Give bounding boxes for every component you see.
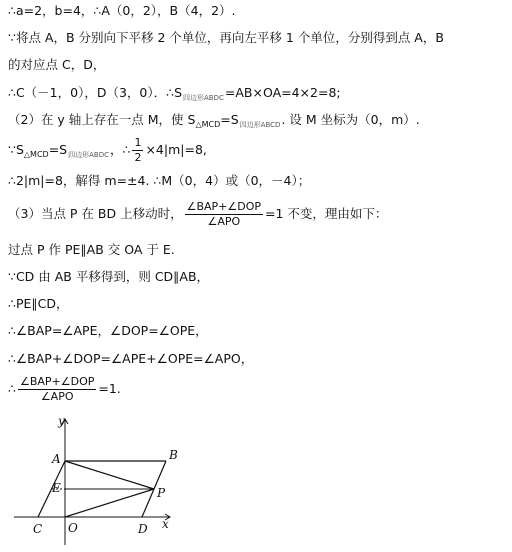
segment-OP bbox=[65, 489, 154, 517]
line-1 bbox=[8, 2, 236, 20]
label-B: B bbox=[169, 448, 178, 462]
line-5 bbox=[8, 111, 420, 134]
line-3 bbox=[8, 56, 105, 74]
line-6-fraction-numerator: 1 bbox=[134, 136, 142, 149]
line-10-text: ∵CD 由 AB 平移得到，则 CD∥AB， bbox=[8, 269, 210, 284]
line-5-small-label: 四边形ABCD bbox=[239, 121, 281, 129]
line-5-part-c: . 设 M 坐标为（0，m）. bbox=[281, 112, 420, 127]
line-14-fraction-numerator: ∠BAP+∠DOP bbox=[19, 375, 95, 388]
label-E: E bbox=[52, 481, 61, 495]
line-8-fraction-numerator: ∠BAP+∠DOP bbox=[186, 200, 261, 213]
line-3-text: 的对应点 C，D， bbox=[8, 57, 106, 72]
line-6-part-d: ×4|m|=8, bbox=[145, 142, 207, 157]
line-5-part-b: =S bbox=[220, 112, 239, 127]
line-9 bbox=[8, 241, 175, 259]
line-14-fraction bbox=[18, 375, 96, 404]
line-8-fraction-denominator: ∠APO bbox=[207, 215, 241, 228]
line-5-part-a: （2）在 y 轴上存在一点 M，使 S bbox=[8, 112, 196, 127]
line-8-part-b: =1 不变，理由如下： bbox=[265, 206, 388, 221]
line-13-text: ∴∠BAP+∠DOP=∠APE+∠OPE=∠APO， bbox=[8, 351, 254, 366]
line-12 bbox=[8, 322, 208, 340]
line-11-text: ∴PE∥CD， bbox=[8, 296, 69, 311]
label-D: D bbox=[138, 522, 148, 536]
label-O: O bbox=[68, 521, 78, 535]
line-6-small-label: 四边形ABDC bbox=[68, 151, 109, 159]
line-7 bbox=[8, 172, 310, 190]
line-4-part-b: =AB×OA=4×2=8; bbox=[224, 85, 341, 100]
line-5-subscript: △MCD bbox=[195, 120, 221, 129]
line-9-text: 过点 P 作 PE∥AB 交 OA 于 E. bbox=[8, 242, 175, 257]
line-7-text: ∴2|m|=8，解得 m=±4. ∴M（0，4）或（0，－4）； bbox=[8, 173, 311, 188]
label-A: A bbox=[52, 452, 61, 466]
line-10 bbox=[8, 268, 209, 286]
line-14 bbox=[8, 375, 121, 404]
line-4-small-label: 四边形ABDC bbox=[183, 94, 224, 102]
line-8-fraction bbox=[185, 200, 263, 229]
line-2-text: ∵将点 A，B 分别向下平移 2 个单位，再向左平移 1 个单位，分别得到点 A，B bbox=[8, 30, 444, 45]
line-4 bbox=[8, 84, 341, 107]
line-14-part-a: ∴ bbox=[8, 381, 16, 396]
line-6-fraction-denominator: 2 bbox=[134, 151, 142, 164]
line-14-part-b: =1. bbox=[98, 381, 121, 396]
line-13 bbox=[8, 350, 253, 368]
line-11 bbox=[8, 295, 69, 313]
label-y: y bbox=[58, 414, 65, 428]
line-6-part-b: =S bbox=[48, 142, 68, 157]
line-6-fraction bbox=[132, 136, 143, 165]
label-P: P bbox=[157, 486, 166, 500]
label-C: C bbox=[33, 522, 43, 536]
line-6-part-c: ，∴ bbox=[110, 142, 131, 157]
geometry-figure bbox=[8, 413, 178, 548]
line-1-text: ∴a=2，b=4，∴A（0，2），B（4，2）. bbox=[8, 3, 236, 18]
line-6-subscript: △MCD bbox=[23, 150, 49, 159]
line-8-part-a: （3）当点 P 在 BD 上移动时， bbox=[8, 206, 183, 221]
segment-AP bbox=[65, 461, 154, 489]
line-6-part-a: ∵S bbox=[8, 142, 24, 157]
line-4-part-a: ∴C（－1，0），D（3，0）．∴S bbox=[8, 85, 183, 100]
label-x: x bbox=[162, 517, 169, 531]
line-2 bbox=[8, 29, 444, 47]
line-12-text: ∴∠BAP=∠APE，∠DOP=∠OPE， bbox=[8, 323, 208, 338]
line-6 bbox=[8, 136, 207, 165]
line-8 bbox=[8, 200, 387, 229]
line-14-fraction-denominator: ∠APO bbox=[40, 390, 74, 403]
